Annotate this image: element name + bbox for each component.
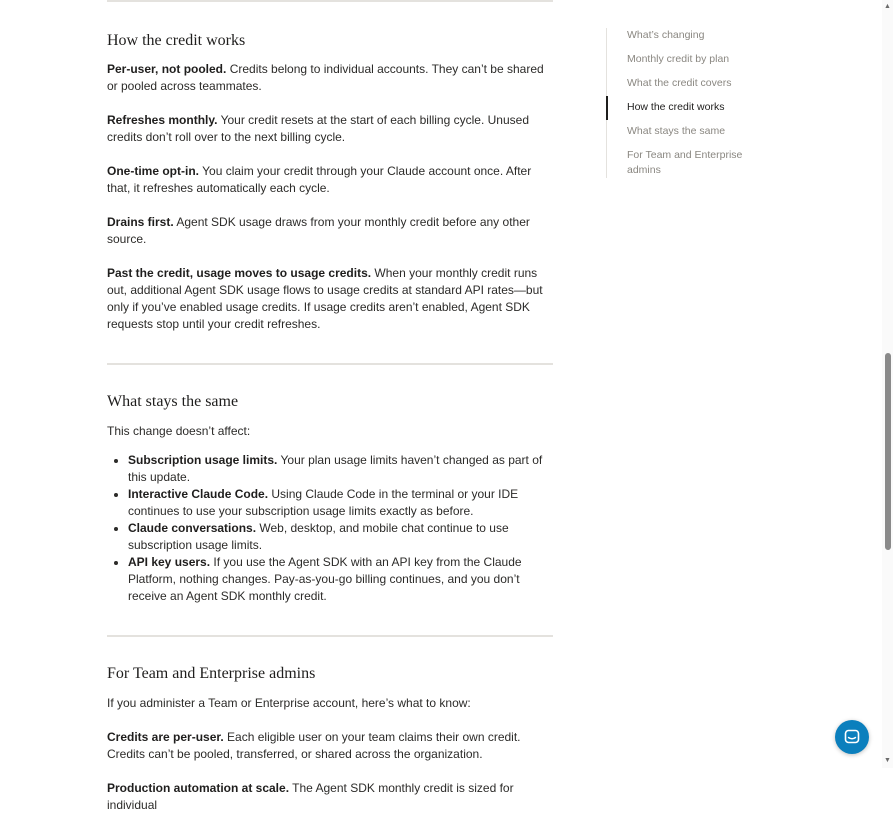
scroll-down-arrow-icon[interactable]: ▼ (884, 757, 891, 764)
paragraph-drains-first: Drains first. Agent SDK usage draws from your monthly credit before any other source. (107, 215, 530, 246)
paragraph-credits-per-user: Credits are per-user. Each eligible user on your team claims their own credit. Credits can’t be pooled, transferred, or shared across the organization. (107, 730, 521, 761)
paragraph-one-time-opt-in: One-time opt-in. You claim your credit through your Claude account once. After that, it refreshes automatically each cycle. (107, 164, 532, 195)
toc-item-what-stays-the-same[interactable]: What stays the same (627, 125, 726, 137)
section-title-how-the-credit-works: How the credit works (107, 32, 246, 49)
list-item: • Claude conversations. Web, desktop, and mobile chat continue to use subscription usage limits. (128, 520, 553, 554)
list-item: • Subscription usage limits. Your plan usage limits haven’t changed as part of this update. (128, 452, 553, 486)
section-divider (107, 635, 553, 637)
toc-item-monthly-credit-by-plan[interactable]: Monthly credit by plan (627, 53, 730, 65)
chat-bubble-icon (844, 729, 860, 745)
paragraph-production-automation: Production automation at scale. The Agent SDK monthly credit is sized for individual (107, 781, 514, 812)
paragraph-refreshes-monthly: Refreshes monthly. Your credit resets at the start of each billing cycle. Unused credits don’t roll over to the next billing cycle. (107, 113, 529, 144)
scroll-up-arrow-icon[interactable]: ▲ (884, 3, 891, 10)
section-title-what-stays-the-same: What stays the same (107, 393, 239, 410)
paragraph-past-the-credit: Past the credit, usage moves to usage credits. When your monthly credit runs out, additional Agent SDK usage flows to usage credits at standard API rates—but only if you’ve enabled usage credits. If usage credits aren’t enabled, Agent SDK requests stop until your credit refreshes. (107, 266, 543, 331)
toc-item-how-the-credit-works[interactable]: How the credit works (607, 100, 767, 115)
list-item: • Interactive Claude Code. Using Claude Code in the terminal or your IDE continues to use your subscription usage limits exactly as before. (128, 486, 553, 520)
list-item: • API key users. If you use the Agent SDK with an API key from the Claude Platform, nothing changes. Pay-as-you-go billing continues, and you don’t receive an Agent SDK monthly credit. (128, 554, 553, 605)
section-divider (107, 0, 553, 2)
table-of-contents (606, 28, 767, 178)
section-intro: This change doesn’t affect: (107, 424, 251, 438)
toc-item-whats-changing[interactable]: What’s changing (627, 29, 705, 41)
section-intro: If you administer a Team or Enterprise account, here’s what to know: (107, 696, 471, 710)
toc-item-for-team-and-enterprise-admins[interactable]: For Team and Enterprise admins (627, 149, 743, 176)
section-divider (107, 363, 553, 365)
section-title-for-team-and-enterprise-admins: For Team and Enterprise admins (107, 665, 316, 682)
toc-item-what-the-credit-covers[interactable]: What the credit covers (627, 77, 732, 89)
paragraph-per-user: Per-user, not pooled. Credits belong to individual accounts. They can’t be shared or pooled across teammates. (107, 62, 544, 93)
unaffected-list (107, 452, 553, 605)
vertical-scrollbar[interactable] (882, 0, 893, 768)
article-content (107, 0, 553, 814)
chat-launcher-button[interactable] (835, 720, 869, 754)
scrollbar-thumb[interactable] (885, 353, 891, 550)
